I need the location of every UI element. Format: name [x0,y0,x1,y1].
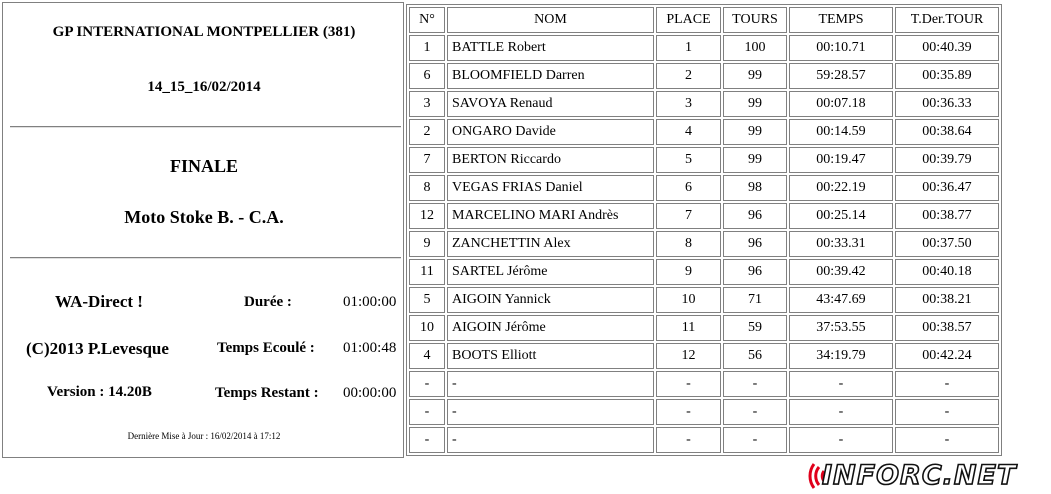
table-row [409,147,999,173]
cell-number: 6 [409,63,445,89]
cell-place: 9 [656,259,721,285]
software-name: WA-Direct ! [55,292,143,311]
cell-laps: 99 [723,63,787,89]
cell-number: 2 [409,119,445,145]
cell-time: 37:53.55 [789,315,893,341]
cell-name: ONGARO Davide [447,119,654,145]
cell-place: 5 [656,147,721,173]
col-header-last-lap: T.Der.TOUR [895,7,999,33]
cell-place: 7 [656,203,721,229]
event-dates: 14_15_16/02/2014 [147,79,261,95]
cell-number: 7 [409,147,445,173]
cell-name: AIGOIN Jérôme [447,315,654,341]
divider [10,257,401,259]
cell-name: BATTLE Robert [447,35,654,61]
session-name: FINALE [169,156,238,176]
cell-name: BERTON Riccardo [447,147,654,173]
cell-place: 4 [656,119,721,145]
cell-number: - [409,371,445,397]
cell-last-lap: 00:40.39 [895,35,999,61]
cell-time: - [789,399,893,425]
software-copyright: (C)2013 P.Levesque [26,339,169,358]
cell-place: 6 [656,175,721,201]
table-row [409,175,999,201]
cell-last-lap: - [895,399,999,425]
remaining-label: Temps Restant : [215,385,319,401]
cell-last-lap: - [895,427,999,453]
table-row [409,343,999,369]
cell-name: - [447,427,654,453]
cell-number: 10 [409,315,445,341]
cell-last-lap: 00:36.33 [895,91,999,117]
cell-laps: 100 [723,35,787,61]
cell-name: VEGAS FRIAS Daniel [447,175,654,201]
cell-name: - [447,399,654,425]
cell-place: 8 [656,231,721,257]
cell-place: 1 [656,35,721,61]
remaining-value: 00:00:00 [343,385,397,401]
cell-place: 2 [656,63,721,89]
cell-place: 12 [656,343,721,369]
col-header-number: N° [409,7,445,33]
software-version: Version : 14.20B [47,384,152,400]
info-panel [2,2,404,458]
cell-laps: 99 [723,119,787,145]
cell-time: 00:22.19 [789,175,893,201]
cell-last-lap: 00:38.64 [895,119,999,145]
cell-last-lap: 00:38.57 [895,315,999,341]
last-update: Dernière Mise à Jour : 16/02/2014 à 17:12 [127,431,281,441]
table-header-row [409,7,999,33]
col-header-time: TEMPS [789,7,893,33]
cell-number: 4 [409,343,445,369]
cell-last-lap: 00:37.50 [895,231,999,257]
cell-laps: 96 [723,259,787,285]
divider [10,126,401,128]
cell-last-lap: 00:38.77 [895,203,999,229]
cell-time: - [789,371,893,397]
cell-last-lap: 00:35.89 [895,63,999,89]
table-row [409,287,999,313]
cell-laps: 96 [723,231,787,257]
event-title: GP INTERNATIONAL MONTPELLIER (381) [52,24,356,40]
cell-last-lap: 00:39.79 [895,147,999,173]
cell-laps: - [723,427,787,453]
cell-number: - [409,399,445,425]
cell-place: - [656,399,721,425]
cell-place: 11 [656,315,721,341]
cell-name: AIGOIN Yannick [447,287,654,313]
cell-number: 12 [409,203,445,229]
cell-time: - [789,427,893,453]
col-header-place: PLACE [656,7,721,33]
cell-name: BLOOMFIELD Darren [447,63,654,89]
cell-place: - [656,427,721,453]
cell-number: - [409,427,445,453]
duration-label: Durée : [244,294,292,310]
cell-time: 00:19.47 [789,147,893,173]
table-row [409,259,999,285]
logo-text: INFORC.NET [822,460,1017,491]
cell-number: 5 [409,287,445,313]
elapsed-label: Temps Ecoulé : [217,340,315,356]
table-row [409,427,999,453]
table-row [409,315,999,341]
cell-laps: 59 [723,315,787,341]
cell-laps: 99 [723,91,787,117]
cell-laps: 96 [723,203,787,229]
cell-last-lap: - [895,371,999,397]
cell-time: 00:14.59 [789,119,893,145]
cell-number: 3 [409,91,445,117]
race-category: Moto Stoke B. - C.A. [124,207,284,227]
cell-name: MARCELINO MARI Andrès [447,203,654,229]
cell-last-lap: 00:38.21 [895,287,999,313]
cell-name: SAVOYA Renaud [447,91,654,117]
cell-time: 59:28.57 [789,63,893,89]
table-row [409,231,999,257]
cell-laps: - [723,371,787,397]
table-row [409,371,999,397]
table-row [409,63,999,89]
cell-name: ZANCHETTIN Alex [447,231,654,257]
cell-time: 43:47.69 [789,287,893,313]
cell-last-lap: 00:42.24 [895,343,999,369]
cell-laps: 98 [723,175,787,201]
cell-number: 8 [409,175,445,201]
results-table [406,4,1002,456]
cell-number: 11 [409,259,445,285]
cell-time: 00:33.31 [789,231,893,257]
cell-name: SARTEL Jérôme [447,259,654,285]
cell-laps: 56 [723,343,787,369]
table-row [409,399,999,425]
cell-last-lap: 00:40.18 [895,259,999,285]
cell-laps: 71 [723,287,787,313]
table-row [409,91,999,117]
col-header-laps: TOURS [723,7,787,33]
cell-place: 10 [656,287,721,313]
cell-name: - [447,371,654,397]
cell-name: BOOTS Elliott [447,343,654,369]
cell-laps: - [723,399,787,425]
table-row [409,203,999,229]
cell-time: 34:19.79 [789,343,893,369]
cell-time: 00:07.18 [789,91,893,117]
cell-time: 00:39.42 [789,259,893,285]
cell-time: 00:25.14 [789,203,893,229]
table-row [409,119,999,145]
cell-number: 9 [409,231,445,257]
cell-place: - [656,371,721,397]
cell-time: 00:10.71 [789,35,893,61]
cell-number: 1 [409,35,445,61]
cell-place: 3 [656,91,721,117]
elapsed-value: 01:00:48 [343,340,397,356]
duration-value: 01:00:00 [343,294,397,310]
table-row [409,35,999,61]
cell-laps: 99 [723,147,787,173]
cell-last-lap: 00:36.47 [895,175,999,201]
col-header-name: NOM [447,7,654,33]
